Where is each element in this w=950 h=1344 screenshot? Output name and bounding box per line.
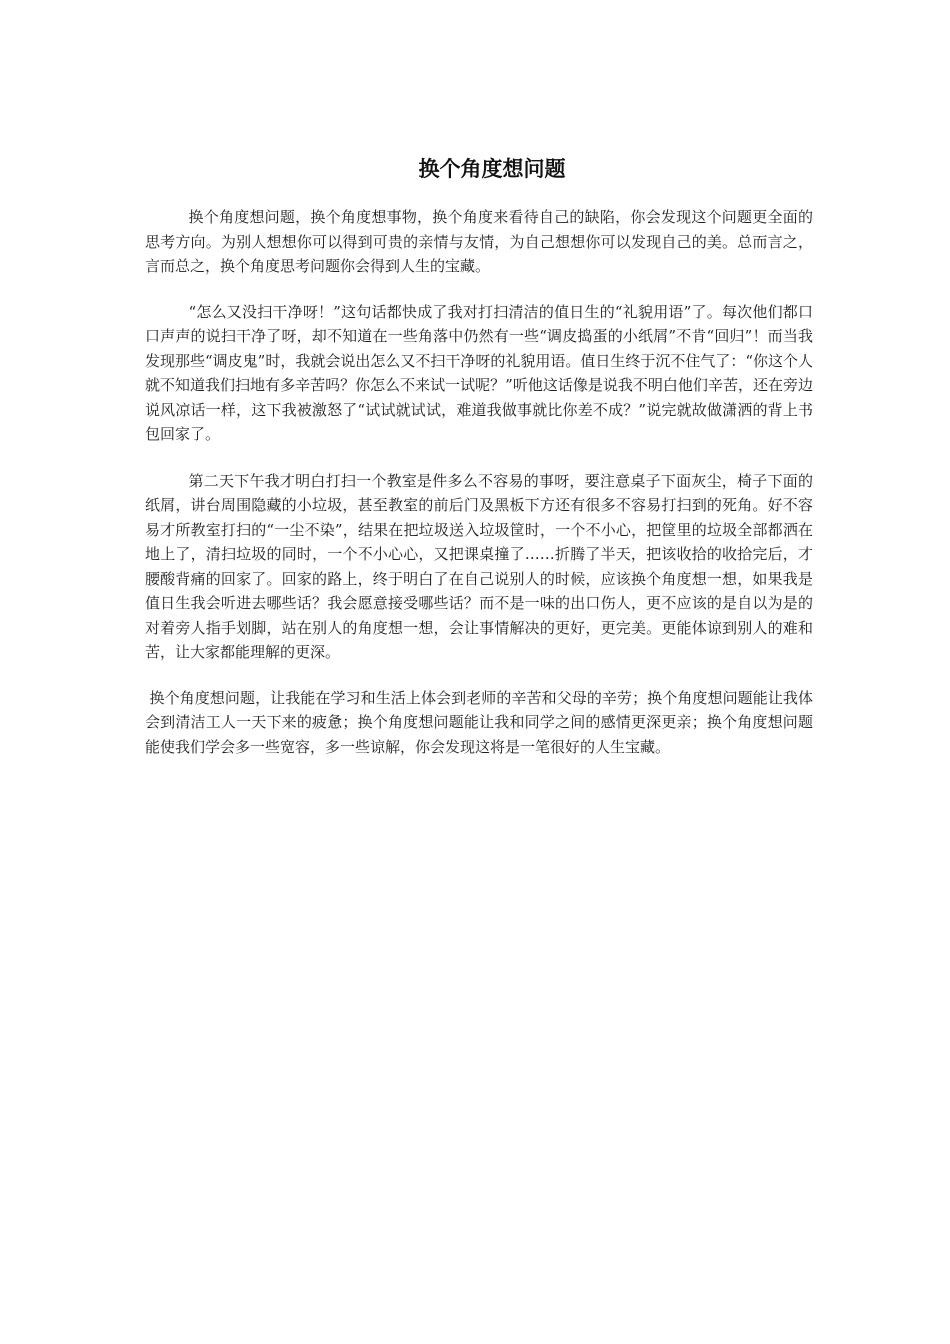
paragraph-1: 换个角度想问题，换个角度想事物，换个角度来看待自己的缺陷，你会发现这个问题更全面的思考方向。为别人想想你可以得到可贵的亲情与友情，为自己想想你可以发现自己的美。总而言之，言而总之，换个角度思考问题你会得到人生的宝藏。 — [145, 208, 813, 275]
document-title: 换个角度想问题 — [418, 157, 566, 181]
document-body — [145, 205, 813, 759]
paragraph-3: 第二天下午我才明白打扫一个教室是件多么不容易的事呀，要注意桌子下面灰尘，椅子下面的纸屑，讲台周围隐藏的小垃圾，甚至教室的前后门及黑板下方还有很多不容易打扫到的死角。好不容易才所教室打扫的“一尘不染”，结果在把垃圾送入垃圾筐时，一个不小心，把筐里的垃圾全部都洒在地上了，清扫垃圾的同时，一个不小心心，又把课桌撞了……折腾了半天，把该收拾的收拾完后，才腰酸背痛的回家了。回家的路上，终于明白了在自己说别人的时候，应该换个角度想一想，如果我是值日生我会听进去哪些话？我会愿意接受哪些话？而不是一味的出口伤人，更不应该的是自以为是的对着旁人指手划脚，站在别人的角度想一想，会让事情解决的更好，更完美。更能体谅到别人的难和苦，让大家都能理解的更深。 — [145, 471, 813, 661]
paragraph-2: “怎么又没扫干净呀！”这句话都快成了我对打扫清洁的值日生的“礼貌用语”了。每次他们都口口声声的说扫干净了呀，却不知道在一些角落中仍然有一些“调皮捣蛋的小纸屑”不肯“回归”！而当我发现那些“调皮鬼”时，我就会说出怎么又不扫干净呀的礼貌用语。值日生终于沉不住气了：“你这个人就不知道我们扫地有多辛苦吗？你怎么不来试一试呢？”听他这话像是说我不明白他们辛苦，还在旁边说风凉话一样，这下我被激怒了“试试就试试，难道我做事就比你差不成？”说完就故做潇洒的背上书包回家了。 — [145, 302, 814, 443]
paragraph-4: 换个角度想问题，让我能在学习和生活上体会到老师的辛苦和父母的辛劳；换个角度想问题能让我体会到清洁工人一天下来的疲惫；换个角度想问题能让我和同学之间的感情更深更亲；换个角度想问题能使我们学会多一些宽容，多一些谅解，你会发现这将是一笔很好的人生宝藏。 — [145, 688, 813, 756]
